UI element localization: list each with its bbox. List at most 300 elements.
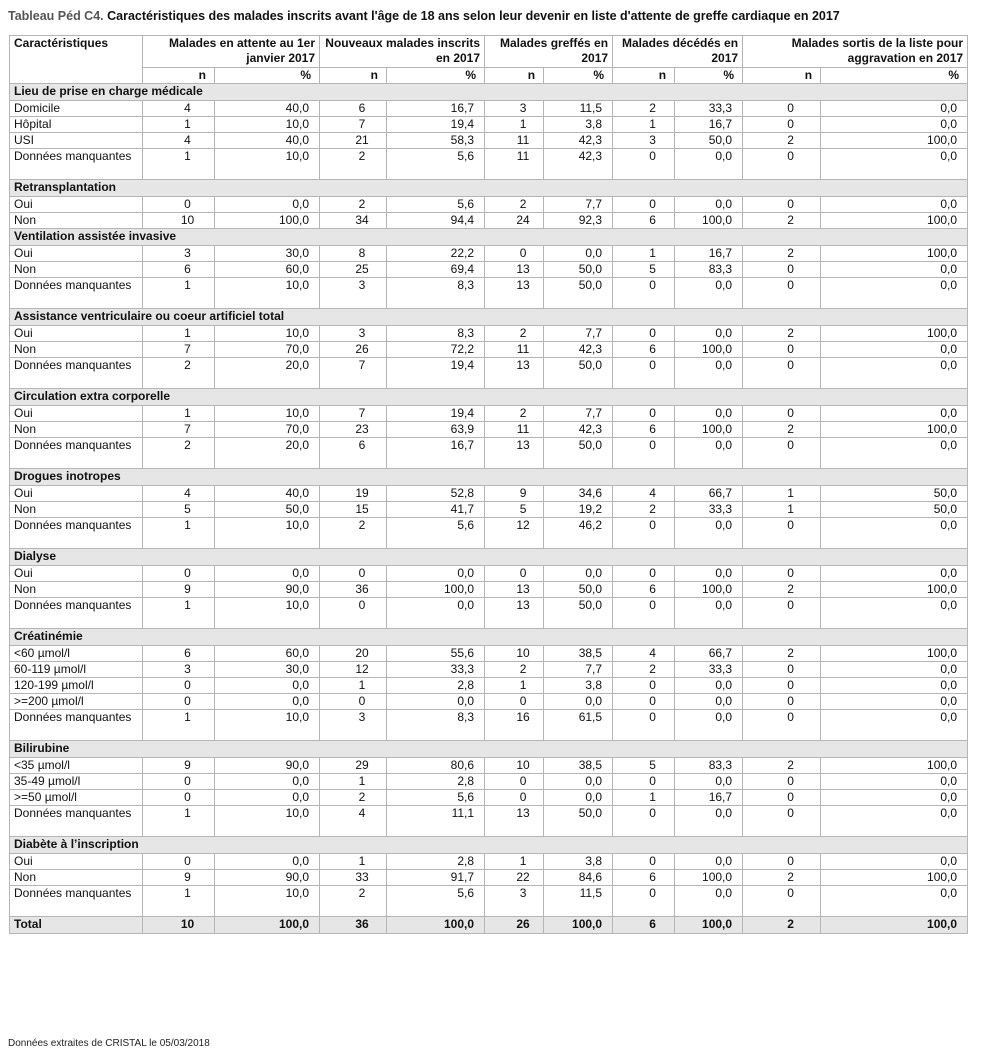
row-label: Oui — [10, 486, 143, 502]
count-cell: 2 — [143, 358, 215, 389]
percent-cell: 20,0 — [215, 358, 320, 389]
count-cell: 6 — [613, 342, 675, 358]
count-cell: 0 — [485, 774, 544, 790]
table-row — [10, 278, 968, 309]
percent-cell: 63,9 — [387, 422, 485, 438]
percent-cell: 50,0 — [544, 598, 613, 629]
percent-cell: 0,0 — [675, 197, 743, 213]
count-cell: 6 — [613, 582, 675, 598]
percent-cell: 5,6 — [387, 149, 485, 180]
percent-cell: 0,0 — [821, 406, 968, 422]
percent-cell: 5,6 — [387, 518, 485, 549]
count-cell: 1 — [743, 502, 821, 518]
count-cell: 7 — [320, 117, 387, 133]
count-cell: 4 — [320, 806, 387, 837]
percent-cell: 0,0 — [675, 710, 743, 741]
count-cell: 0 — [143, 790, 215, 806]
count-cell: 8 — [320, 246, 387, 262]
percent-cell: 7,7 — [544, 662, 613, 678]
data-table — [9, 35, 968, 934]
count-cell: 0 — [743, 438, 821, 469]
count-cell: 0 — [743, 710, 821, 741]
count-cell: 9 — [485, 486, 544, 502]
header-pct: % — [387, 68, 485, 84]
row-label: Hôpital — [10, 117, 143, 133]
table-row — [10, 870, 968, 886]
count-cell: 2 — [613, 502, 675, 518]
percent-cell: 0,0 — [821, 438, 968, 469]
count-cell: 1 — [613, 790, 675, 806]
row-label: Non — [10, 502, 143, 518]
count-cell: 24 — [485, 213, 544, 229]
header-n: n — [143, 68, 215, 84]
percent-cell: 0,0 — [821, 598, 968, 629]
table-row — [10, 438, 968, 469]
count-cell: 13 — [485, 438, 544, 469]
percent-cell: 55,6 — [387, 646, 485, 662]
percent-cell: 19,2 — [544, 502, 613, 518]
percent-cell: 0,0 — [821, 342, 968, 358]
count-cell: 0 — [743, 774, 821, 790]
count-cell: 0 — [743, 278, 821, 309]
percent-cell: 52,8 — [387, 486, 485, 502]
percent-cell: 0,0 — [675, 774, 743, 790]
row-label: Oui — [10, 406, 143, 422]
percent-cell: 0,0 — [821, 518, 968, 549]
count-cell: 0 — [743, 678, 821, 694]
count-cell: 3 — [143, 246, 215, 262]
section-title: Ventilation assistée invasive — [10, 229, 968, 246]
total-label: Total — [10, 917, 143, 934]
count-cell: 11 — [485, 149, 544, 180]
percent-cell: 10,0 — [215, 518, 320, 549]
count-cell: 0 — [613, 278, 675, 309]
count-cell: 0 — [613, 854, 675, 870]
table-row — [10, 502, 968, 518]
percent-cell: 33,3 — [675, 662, 743, 678]
row-label: USI — [10, 133, 143, 149]
percent-cell: 0,0 — [215, 694, 320, 710]
row-label: Oui — [10, 197, 143, 213]
percent-cell: 50,0 — [544, 806, 613, 837]
percent-cell: 0,0 — [821, 662, 968, 678]
percent-cell: 83,3 — [675, 758, 743, 774]
table-row — [10, 101, 968, 117]
count-cell: 0 — [485, 566, 544, 582]
count-cell: 2 — [485, 662, 544, 678]
count-cell: 0 — [613, 566, 675, 582]
count-cell: 0 — [613, 438, 675, 469]
row-label: Données manquantes — [10, 358, 143, 389]
total-percent-cell: 100,0 — [544, 917, 613, 934]
percent-cell: 100,0 — [675, 582, 743, 598]
row-label: 60-119 µmol/l — [10, 662, 143, 678]
count-cell: 3 — [485, 101, 544, 117]
percent-cell: 0,0 — [675, 406, 743, 422]
percent-cell: 0,0 — [821, 678, 968, 694]
count-cell: 0 — [743, 806, 821, 837]
section-header-row — [10, 180, 968, 197]
row-label: Non — [10, 582, 143, 598]
table-number: Tableau Péd C4. — [8, 9, 104, 23]
percent-cell: 0,0 — [821, 101, 968, 117]
count-cell: 3 — [143, 662, 215, 678]
percent-cell: 40,0 — [215, 101, 320, 117]
header-pct: % — [215, 68, 320, 84]
count-cell: 2 — [320, 149, 387, 180]
table-row — [10, 710, 968, 741]
count-cell: 2 — [743, 646, 821, 662]
percent-cell: 3,8 — [544, 117, 613, 133]
count-cell: 2 — [485, 326, 544, 342]
count-cell: 2 — [743, 133, 821, 149]
section-title: Drogues inotropes — [10, 469, 968, 486]
total-count-cell: 36 — [320, 917, 387, 934]
percent-cell: 100,0 — [675, 213, 743, 229]
percent-cell: 2,8 — [387, 774, 485, 790]
row-label: Données manquantes — [10, 149, 143, 180]
total-count-cell: 6 — [613, 917, 675, 934]
percent-cell: 90,0 — [215, 870, 320, 886]
row-label: Oui — [10, 326, 143, 342]
section-title: Dialyse — [10, 549, 968, 566]
section-header-row — [10, 229, 968, 246]
percent-cell: 20,0 — [215, 438, 320, 469]
count-cell: 0 — [613, 886, 675, 917]
count-cell: 6 — [143, 262, 215, 278]
row-label: Données manquantes — [10, 598, 143, 629]
percent-cell: 0,0 — [215, 197, 320, 213]
percent-cell: 80,6 — [387, 758, 485, 774]
section-title: Bilirubine — [10, 741, 968, 758]
count-cell: 0 — [613, 358, 675, 389]
count-cell: 11 — [485, 422, 544, 438]
percent-cell: 30,0 — [215, 246, 320, 262]
percent-cell: 100,0 — [821, 422, 968, 438]
count-cell: 5 — [613, 262, 675, 278]
header-pct: % — [821, 68, 968, 84]
count-cell: 0 — [485, 694, 544, 710]
count-cell: 5 — [143, 502, 215, 518]
percent-cell: 8,3 — [387, 710, 485, 741]
count-cell: 7 — [320, 406, 387, 422]
percent-cell: 0,0 — [215, 854, 320, 870]
percent-cell: 100,0 — [821, 133, 968, 149]
percent-cell: 0,0 — [675, 598, 743, 629]
percent-cell: 0,0 — [821, 262, 968, 278]
count-cell: 1 — [485, 117, 544, 133]
count-cell: 1 — [613, 117, 675, 133]
row-label: Non — [10, 342, 143, 358]
percent-cell: 42,3 — [544, 149, 613, 180]
count-cell: 0 — [613, 197, 675, 213]
percent-cell: 7,7 — [544, 406, 613, 422]
percent-cell: 42,3 — [544, 342, 613, 358]
percent-cell: 0,0 — [544, 774, 613, 790]
percent-cell: 16,7 — [387, 101, 485, 117]
total-count-cell: 10 — [143, 917, 215, 934]
count-cell: 0 — [743, 149, 821, 180]
count-cell: 4 — [143, 101, 215, 117]
header-n: n — [613, 68, 675, 84]
percent-cell: 2,8 — [387, 854, 485, 870]
percent-cell: 7,7 — [544, 326, 613, 342]
percent-cell: 16,7 — [675, 790, 743, 806]
percent-cell: 16,7 — [675, 117, 743, 133]
count-cell: 2 — [320, 518, 387, 549]
count-cell: 1 — [613, 246, 675, 262]
count-cell: 2 — [743, 422, 821, 438]
percent-cell: 41,7 — [387, 502, 485, 518]
count-cell: 0 — [613, 406, 675, 422]
percent-cell: 66,7 — [675, 646, 743, 662]
count-cell: 36 — [320, 582, 387, 598]
percent-cell: 0,0 — [675, 806, 743, 837]
table-row — [10, 197, 968, 213]
table-row — [10, 694, 968, 710]
row-label: Non — [10, 422, 143, 438]
percent-cell: 0,0 — [821, 566, 968, 582]
count-cell: 0 — [743, 598, 821, 629]
percent-cell: 0,0 — [821, 197, 968, 213]
percent-cell: 100,0 — [821, 870, 968, 886]
percent-cell: 30,0 — [215, 662, 320, 678]
section-title: Créatinémie — [10, 629, 968, 646]
percent-cell: 19,4 — [387, 358, 485, 389]
count-cell: 10 — [143, 213, 215, 229]
table-row — [10, 598, 968, 629]
row-label: >=50 µmol/l — [10, 790, 143, 806]
count-cell: 0 — [743, 358, 821, 389]
percent-cell: 100,0 — [675, 422, 743, 438]
count-cell: 20 — [320, 646, 387, 662]
count-cell: 1 — [143, 806, 215, 837]
percent-cell: 11,1 — [387, 806, 485, 837]
count-cell: 0 — [743, 197, 821, 213]
count-cell: 0 — [743, 342, 821, 358]
section-header-row — [10, 837, 968, 854]
header-group: Malades sortis de la liste pour aggravation en 2017 — [743, 36, 968, 68]
percent-cell: 40,0 — [215, 133, 320, 149]
percent-cell: 83,3 — [675, 262, 743, 278]
count-cell: 0 — [143, 678, 215, 694]
percent-cell: 0,0 — [821, 806, 968, 837]
percent-cell: 42,3 — [544, 422, 613, 438]
section-header-row — [10, 741, 968, 758]
count-cell: 6 — [613, 213, 675, 229]
count-cell: 2 — [613, 662, 675, 678]
table-row — [10, 646, 968, 662]
percent-cell: 2,8 — [387, 678, 485, 694]
table-row — [10, 774, 968, 790]
row-label: Données manquantes — [10, 886, 143, 917]
row-label: Non — [10, 870, 143, 886]
table-row — [10, 566, 968, 582]
count-cell: 0 — [485, 246, 544, 262]
percent-cell: 50,0 — [544, 438, 613, 469]
percent-cell: 33,3 — [675, 101, 743, 117]
table-row — [10, 358, 968, 389]
count-cell: 7 — [143, 342, 215, 358]
percent-cell: 46,2 — [544, 518, 613, 549]
percent-cell: 0,0 — [821, 358, 968, 389]
count-cell: 2 — [613, 101, 675, 117]
count-cell: 11 — [485, 342, 544, 358]
percent-cell: 50,0 — [544, 262, 613, 278]
count-cell: 0 — [743, 117, 821, 133]
table-row — [10, 486, 968, 502]
percent-cell: 100,0 — [821, 646, 968, 662]
table-row — [10, 662, 968, 678]
section-header-row — [10, 469, 968, 486]
percent-cell: 70,0 — [215, 422, 320, 438]
percent-cell: 100,0 — [821, 213, 968, 229]
percent-cell: 0,0 — [675, 438, 743, 469]
count-cell: 0 — [613, 326, 675, 342]
percent-cell: 8,3 — [387, 326, 485, 342]
percent-cell: 0,0 — [821, 710, 968, 741]
table-row — [10, 806, 968, 837]
percent-cell: 100,0 — [675, 870, 743, 886]
percent-cell: 66,7 — [675, 486, 743, 502]
table-row — [10, 213, 968, 229]
table-title — [8, 9, 840, 23]
percent-cell: 50,0 — [215, 502, 320, 518]
percent-cell: 72,2 — [387, 342, 485, 358]
percent-cell: 10,0 — [215, 278, 320, 309]
count-cell: 2 — [320, 197, 387, 213]
percent-cell: 0,0 — [675, 326, 743, 342]
percent-cell: 100,0 — [821, 582, 968, 598]
total-count-cell: 2 — [743, 917, 821, 934]
table-row — [10, 582, 968, 598]
count-cell: 1 — [320, 774, 387, 790]
percent-cell: 0,0 — [675, 566, 743, 582]
count-cell: 0 — [743, 694, 821, 710]
count-cell: 2 — [485, 197, 544, 213]
count-cell: 0 — [320, 694, 387, 710]
table-caption: Caractéristiques des malades inscrits avant l'âge de 18 ans selon leur devenir en liste d'attente de greffe cardiaque en 2017 — [107, 9, 840, 23]
count-cell: 2 — [320, 886, 387, 917]
header-group: Malades décédés en 2017 — [613, 36, 743, 68]
percent-cell: 69,4 — [387, 262, 485, 278]
percent-cell: 8,3 — [387, 278, 485, 309]
percent-cell: 100,0 — [821, 246, 968, 262]
percent-cell: 0,0 — [821, 149, 968, 180]
count-cell: 3 — [320, 710, 387, 741]
percent-cell: 0,0 — [675, 149, 743, 180]
count-cell: 1 — [320, 854, 387, 870]
header-n: n — [743, 68, 821, 84]
count-cell: 0 — [320, 566, 387, 582]
count-cell: 1 — [143, 149, 215, 180]
percent-cell: 50,0 — [544, 278, 613, 309]
count-cell: 1 — [143, 886, 215, 917]
row-label: <35 µmol/l — [10, 758, 143, 774]
percent-cell: 0,0 — [675, 886, 743, 917]
count-cell: 1 — [320, 678, 387, 694]
section-title: Retransplantation — [10, 180, 968, 197]
table-row — [10, 262, 968, 278]
count-cell: 9 — [143, 758, 215, 774]
count-cell: 1 — [143, 406, 215, 422]
table-row — [10, 854, 968, 870]
count-cell: 3 — [320, 278, 387, 309]
percent-cell: 10,0 — [215, 886, 320, 917]
source-footnote: Données extraites de CRISTAL le 05/03/2018 — [8, 1038, 210, 1049]
count-cell: 11 — [485, 133, 544, 149]
count-cell: 0 — [613, 598, 675, 629]
row-label: Données manquantes — [10, 518, 143, 549]
count-cell: 29 — [320, 758, 387, 774]
header-group: Malades greffés en 2017 — [485, 36, 613, 68]
percent-cell: 50,0 — [821, 502, 968, 518]
count-cell: 0 — [143, 566, 215, 582]
count-cell: 12 — [320, 662, 387, 678]
total-row — [10, 917, 968, 934]
count-cell: 0 — [613, 774, 675, 790]
percent-cell: 10,0 — [215, 149, 320, 180]
row-label: Non — [10, 262, 143, 278]
section-title: Diabète à l’inscription — [10, 837, 968, 854]
header-pct: % — [675, 68, 743, 84]
percent-cell: 0,0 — [215, 678, 320, 694]
count-cell: 0 — [143, 774, 215, 790]
header-group: Malades en attente au 1er janvier 2017 — [143, 36, 320, 68]
count-cell: 5 — [613, 758, 675, 774]
count-cell: 0 — [613, 710, 675, 741]
count-cell: 4 — [613, 646, 675, 662]
percent-cell: 50,0 — [544, 582, 613, 598]
count-cell: 2 — [743, 758, 821, 774]
percent-cell: 100,0 — [821, 758, 968, 774]
percent-cell: 22,2 — [387, 246, 485, 262]
count-cell: 0 — [485, 790, 544, 806]
percent-cell: 33,3 — [675, 502, 743, 518]
count-cell: 1 — [143, 117, 215, 133]
count-cell: 1 — [143, 598, 215, 629]
count-cell: 0 — [743, 662, 821, 678]
percent-cell: 40,0 — [215, 486, 320, 502]
count-cell: 1 — [143, 326, 215, 342]
count-cell: 6 — [613, 870, 675, 886]
percent-cell: 0,0 — [675, 278, 743, 309]
row-label: Oui — [10, 246, 143, 262]
count-cell: 1 — [143, 710, 215, 741]
row-label: Oui — [10, 854, 143, 870]
percent-cell: 10,0 — [215, 326, 320, 342]
percent-cell: 5,6 — [387, 790, 485, 806]
count-cell: 1 — [485, 854, 544, 870]
percent-cell: 0,0 — [675, 694, 743, 710]
count-cell: 0 — [743, 406, 821, 422]
table-row — [10, 149, 968, 180]
percent-cell: 19,4 — [387, 406, 485, 422]
count-cell: 6 — [320, 438, 387, 469]
count-cell: 3 — [613, 133, 675, 149]
percent-cell: 11,5 — [544, 101, 613, 117]
count-cell: 22 — [485, 870, 544, 886]
percent-cell: 58,3 — [387, 133, 485, 149]
percent-cell: 0,0 — [387, 566, 485, 582]
count-cell: 33 — [320, 870, 387, 886]
count-cell: 0 — [613, 149, 675, 180]
count-cell: 2 — [743, 326, 821, 342]
percent-cell: 33,3 — [387, 662, 485, 678]
count-cell: 0 — [320, 598, 387, 629]
header-n: n — [485, 68, 544, 84]
table-row — [10, 246, 968, 262]
